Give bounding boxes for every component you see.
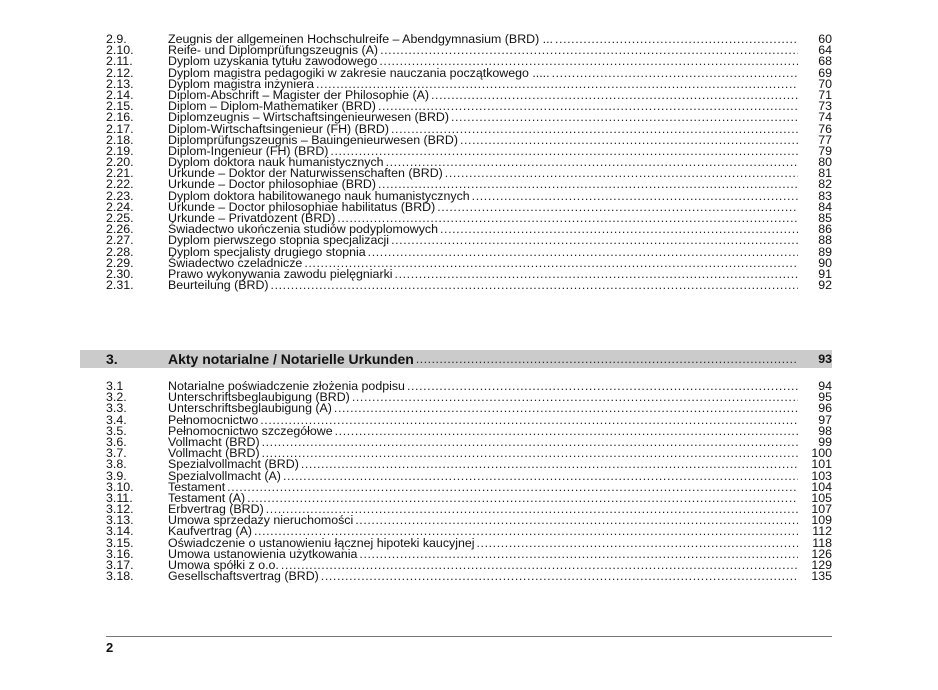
entry-number: 2.19. xyxy=(106,143,134,158)
entry-number: 2.22. xyxy=(106,177,134,192)
entry-page: 135 xyxy=(811,569,832,584)
entry-number: 3.8. xyxy=(106,457,127,472)
entry-page: 68 xyxy=(818,54,832,69)
entry-page: 89 xyxy=(818,244,832,259)
entry-page: 70 xyxy=(818,76,832,91)
entry-title: Świadectwo ukończenia studiów podyplomowych xyxy=(168,222,438,237)
dot-leader xyxy=(416,352,798,366)
entry-title: Erbvertrag (BRD) xyxy=(168,502,264,517)
entry-title: Prawo wykonywania zawodu pielęgniarki xyxy=(168,266,393,281)
entry-page: 91 xyxy=(818,266,832,281)
entry-number: 2.25. xyxy=(106,211,134,225)
entry-title: Umowa spółki z o.o. xyxy=(168,558,279,572)
entry-page: 104 xyxy=(811,479,832,494)
entry-number: 2.27. xyxy=(106,233,134,248)
entry-title: Urkunde – Doctor philosophiae (BRD) xyxy=(168,177,376,192)
dot-leader xyxy=(334,403,798,414)
dot-leader xyxy=(301,459,798,470)
entry-number: 2.16. xyxy=(106,110,134,125)
entry-page: 118 xyxy=(812,535,832,550)
entry-title: Spezialvollmacht (BRD) xyxy=(168,457,299,472)
entry-title: Diplomprüfungszeugnis – Bauingenieurwesen (BRD) xyxy=(168,132,458,147)
entry-title: Diplom-Abschrift – Magister der Philosophie (A) xyxy=(168,87,429,102)
entry-number: 3.2. xyxy=(106,390,127,405)
entry-title: Diplom – Diplom-Mathematiker (BRD) xyxy=(168,99,376,114)
dot-leader xyxy=(352,392,798,403)
dot-leader xyxy=(227,482,798,493)
entry-page: 109 xyxy=(811,513,832,528)
page-number: 2 xyxy=(106,640,114,655)
entry-title: Testament (A) xyxy=(168,490,246,505)
dot-leader xyxy=(477,538,799,549)
entry-page: 96 xyxy=(818,401,832,416)
entry-title: Gesellschaftsvertrag (BRD) xyxy=(168,569,319,584)
entry-page: 112 xyxy=(812,524,832,539)
toc-list-part-1 xyxy=(106,34,832,291)
entry-page: 107 xyxy=(811,502,832,517)
entry-title: Kaufvertrag (A) xyxy=(168,524,253,539)
entry-number: 3.9. xyxy=(106,468,127,483)
entry-number: 2.26. xyxy=(106,222,134,237)
entry-page: 80 xyxy=(818,155,832,170)
footer-rule xyxy=(106,636,832,637)
dot-leader xyxy=(330,146,798,157)
entry-number: 3.10. xyxy=(106,479,134,494)
entry-number: 2.14. xyxy=(106,87,134,102)
dot-leader xyxy=(335,426,798,437)
entry-number: 3.3. xyxy=(106,401,127,416)
dot-leader xyxy=(431,90,798,101)
entry-number: 2.30. xyxy=(106,266,134,281)
dot-leader xyxy=(555,34,798,45)
dot-leader xyxy=(359,549,798,560)
entry-page: 94 xyxy=(818,379,832,393)
dot-leader xyxy=(440,224,798,235)
entry-title: Dyplom specjalisty drugiego stopnia xyxy=(168,244,366,259)
entry-number: 3.5. xyxy=(106,423,127,438)
section-heading xyxy=(80,350,832,368)
entry-title: Dyplom doktora habilitowanego nauk humanistycznych xyxy=(168,188,470,203)
entry-page: 101 xyxy=(811,457,832,472)
entry-number: 2.20. xyxy=(106,155,134,170)
entry-title: Urkunde – Doctor philosophiae habilitatus (BRD) xyxy=(168,199,436,214)
entry-number: 3.15. xyxy=(106,535,134,550)
entry-page: 83 xyxy=(818,188,832,203)
entry-title: Vollmacht (BRD) xyxy=(168,434,260,449)
entry-page: 103 xyxy=(811,468,832,483)
dot-leader xyxy=(437,202,798,213)
dot-leader xyxy=(355,515,798,526)
entry-number: 2.21. xyxy=(106,166,134,181)
entry-number: 2.17. xyxy=(106,121,134,136)
entry-page: 100 xyxy=(811,446,832,461)
entry-number: 2.31. xyxy=(106,278,134,293)
entry-title: Umowa sprzedaży nieruchomości xyxy=(168,513,354,528)
entry-page: 85 xyxy=(818,211,832,225)
entry-page: 60 xyxy=(818,32,832,46)
entry-page: 88 xyxy=(818,233,832,248)
entry-title: Unterschriftsbeglaubigung (BRD) xyxy=(168,390,350,405)
section-page: 93 xyxy=(818,352,832,366)
dot-leader xyxy=(271,280,798,291)
entry-number: 3.4. xyxy=(106,412,127,427)
dot-leader xyxy=(260,415,798,426)
entry-title: Urkunde – Privatdozent (BRD) xyxy=(168,211,336,225)
toc-list-part-2 xyxy=(106,381,832,582)
entry-page: 77 xyxy=(818,132,832,147)
entry-title: Pełnomocnictwo szczegółowe xyxy=(168,423,333,438)
entry-title: Vollmacht (BRD) xyxy=(168,446,260,461)
entry-title: Testament xyxy=(168,479,226,494)
entry-title: Dyplom magistra pedagogiki w zakresie nauczania początkowego ..... xyxy=(168,65,550,80)
entry-page: 90 xyxy=(818,255,832,270)
entry-number: 2.29. xyxy=(106,255,134,270)
entry-title: Beurteilung (BRD) xyxy=(168,278,269,293)
dot-leader xyxy=(283,471,798,482)
entry-title: Spezialvollmacht (A) xyxy=(168,468,281,483)
entry-page: 82 xyxy=(818,177,832,192)
dot-leader xyxy=(386,157,798,168)
entry-title: Dyplom doktora nauk humanistycznych xyxy=(168,155,384,170)
entry-number: 3.12. xyxy=(106,502,134,517)
entry-number: 3.1 xyxy=(106,379,124,393)
entry-number: 3.18. xyxy=(106,569,134,584)
entry-title: Zeugnis der allgemeinen Hochschulreife – Abendgymnasium (BRD) ... xyxy=(168,32,553,46)
entry-page: 86 xyxy=(818,222,832,237)
entry-number: 2.9. xyxy=(106,32,127,46)
entry-page: 73 xyxy=(818,99,832,114)
entry-page: 126 xyxy=(811,546,832,561)
entry-number: 2.15. xyxy=(106,99,134,114)
toc-entry xyxy=(106,280,832,291)
entry-number: 3.6. xyxy=(106,434,127,449)
entry-title: Diplom-Wirtschaftsingenieur (FH) (BRD) xyxy=(168,121,389,136)
entry-page: 76 xyxy=(818,121,832,136)
entry-page: 71 xyxy=(818,87,832,102)
dot-leader xyxy=(407,381,798,392)
entry-title: Pełnomocnictwo xyxy=(168,412,259,427)
entry-number: 3.11. xyxy=(106,490,133,505)
entry-number: 2.28. xyxy=(106,244,134,259)
dot-leader xyxy=(321,571,798,582)
entry-title: Unterschriftsbeglaubigung (A) xyxy=(168,401,332,416)
entry-number: 2.23. xyxy=(106,188,134,203)
entry-page: 84 xyxy=(818,199,832,214)
entry-title: Dyplom pierwszego stopnia specjalizacji xyxy=(168,233,390,248)
entry-number: 2.24. xyxy=(106,199,134,214)
entry-number: 3.17. xyxy=(106,558,134,572)
entry-page: 98 xyxy=(818,423,832,438)
entry-page: 129 xyxy=(811,558,832,572)
entry-title: Dyplom uzyskania tytułu zawodowego xyxy=(168,54,378,69)
entry-number: 2.11. xyxy=(106,54,133,69)
entry-title: Notarialne poświadczenie złożenia podpisu xyxy=(168,379,405,393)
entry-title: Diplomzeugnis – Wirtschaftsingenieurwesen (BRD) xyxy=(168,110,449,125)
toc-entry xyxy=(106,571,832,582)
entry-number: 2.18. xyxy=(106,132,134,147)
entry-number: 2.13. xyxy=(106,76,134,91)
entry-title: Umowa ustanowienia użytkowania xyxy=(168,546,358,561)
entry-page: 69 xyxy=(818,65,832,80)
entry-number: 3.14. xyxy=(106,524,134,539)
entry-page: 64 xyxy=(818,43,832,58)
dot-leader xyxy=(281,560,798,571)
dot-leader xyxy=(445,168,798,179)
dot-leader xyxy=(472,191,798,202)
entry-title: Reife- und Diplomprüfungszeugnis (A) xyxy=(168,43,379,58)
entry-page: 81 xyxy=(818,166,832,181)
section-number: 3. xyxy=(106,351,118,367)
entry-title: Urkunde – Doktor der Naturwissenschaften (BRD) xyxy=(168,166,443,181)
dot-leader xyxy=(391,235,798,246)
entry-page: 105 xyxy=(811,490,832,505)
dot-leader xyxy=(395,269,798,280)
entry-title: Świadectwo czeladnicze xyxy=(168,255,303,270)
dot-leader xyxy=(552,68,798,79)
dot-leader xyxy=(368,247,798,258)
entry-number: 3.7. xyxy=(106,446,127,461)
entry-title: Diplom-Ingenieur (FH) (BRD) xyxy=(168,143,329,158)
entry-page: 74 xyxy=(818,110,832,125)
dot-leader xyxy=(262,437,798,448)
dot-leader xyxy=(247,493,798,504)
entry-number: 3.16. xyxy=(106,546,134,561)
dot-leader xyxy=(380,45,798,56)
entry-title: Oświadczenie o ustanowieniu łącznej hipoteki kaucyjnej xyxy=(168,535,475,550)
entry-page: 92 xyxy=(818,278,832,293)
entry-page: 99 xyxy=(818,434,832,449)
entry-number: 2.12. xyxy=(106,65,134,80)
dot-leader xyxy=(262,448,798,459)
entry-page: 97 xyxy=(818,412,832,427)
entry-page: 79 xyxy=(818,143,832,158)
entry-page: 95 xyxy=(818,390,832,405)
entry-title: Dyplom magistra inżyniera xyxy=(168,76,314,91)
entry-number: 3.13. xyxy=(106,513,134,528)
dot-leader xyxy=(460,135,798,146)
dot-leader xyxy=(451,112,798,123)
section-title: Akty notarialne / Notarielle Urkunden xyxy=(168,351,414,367)
entry-number: 2.10. xyxy=(106,43,134,58)
